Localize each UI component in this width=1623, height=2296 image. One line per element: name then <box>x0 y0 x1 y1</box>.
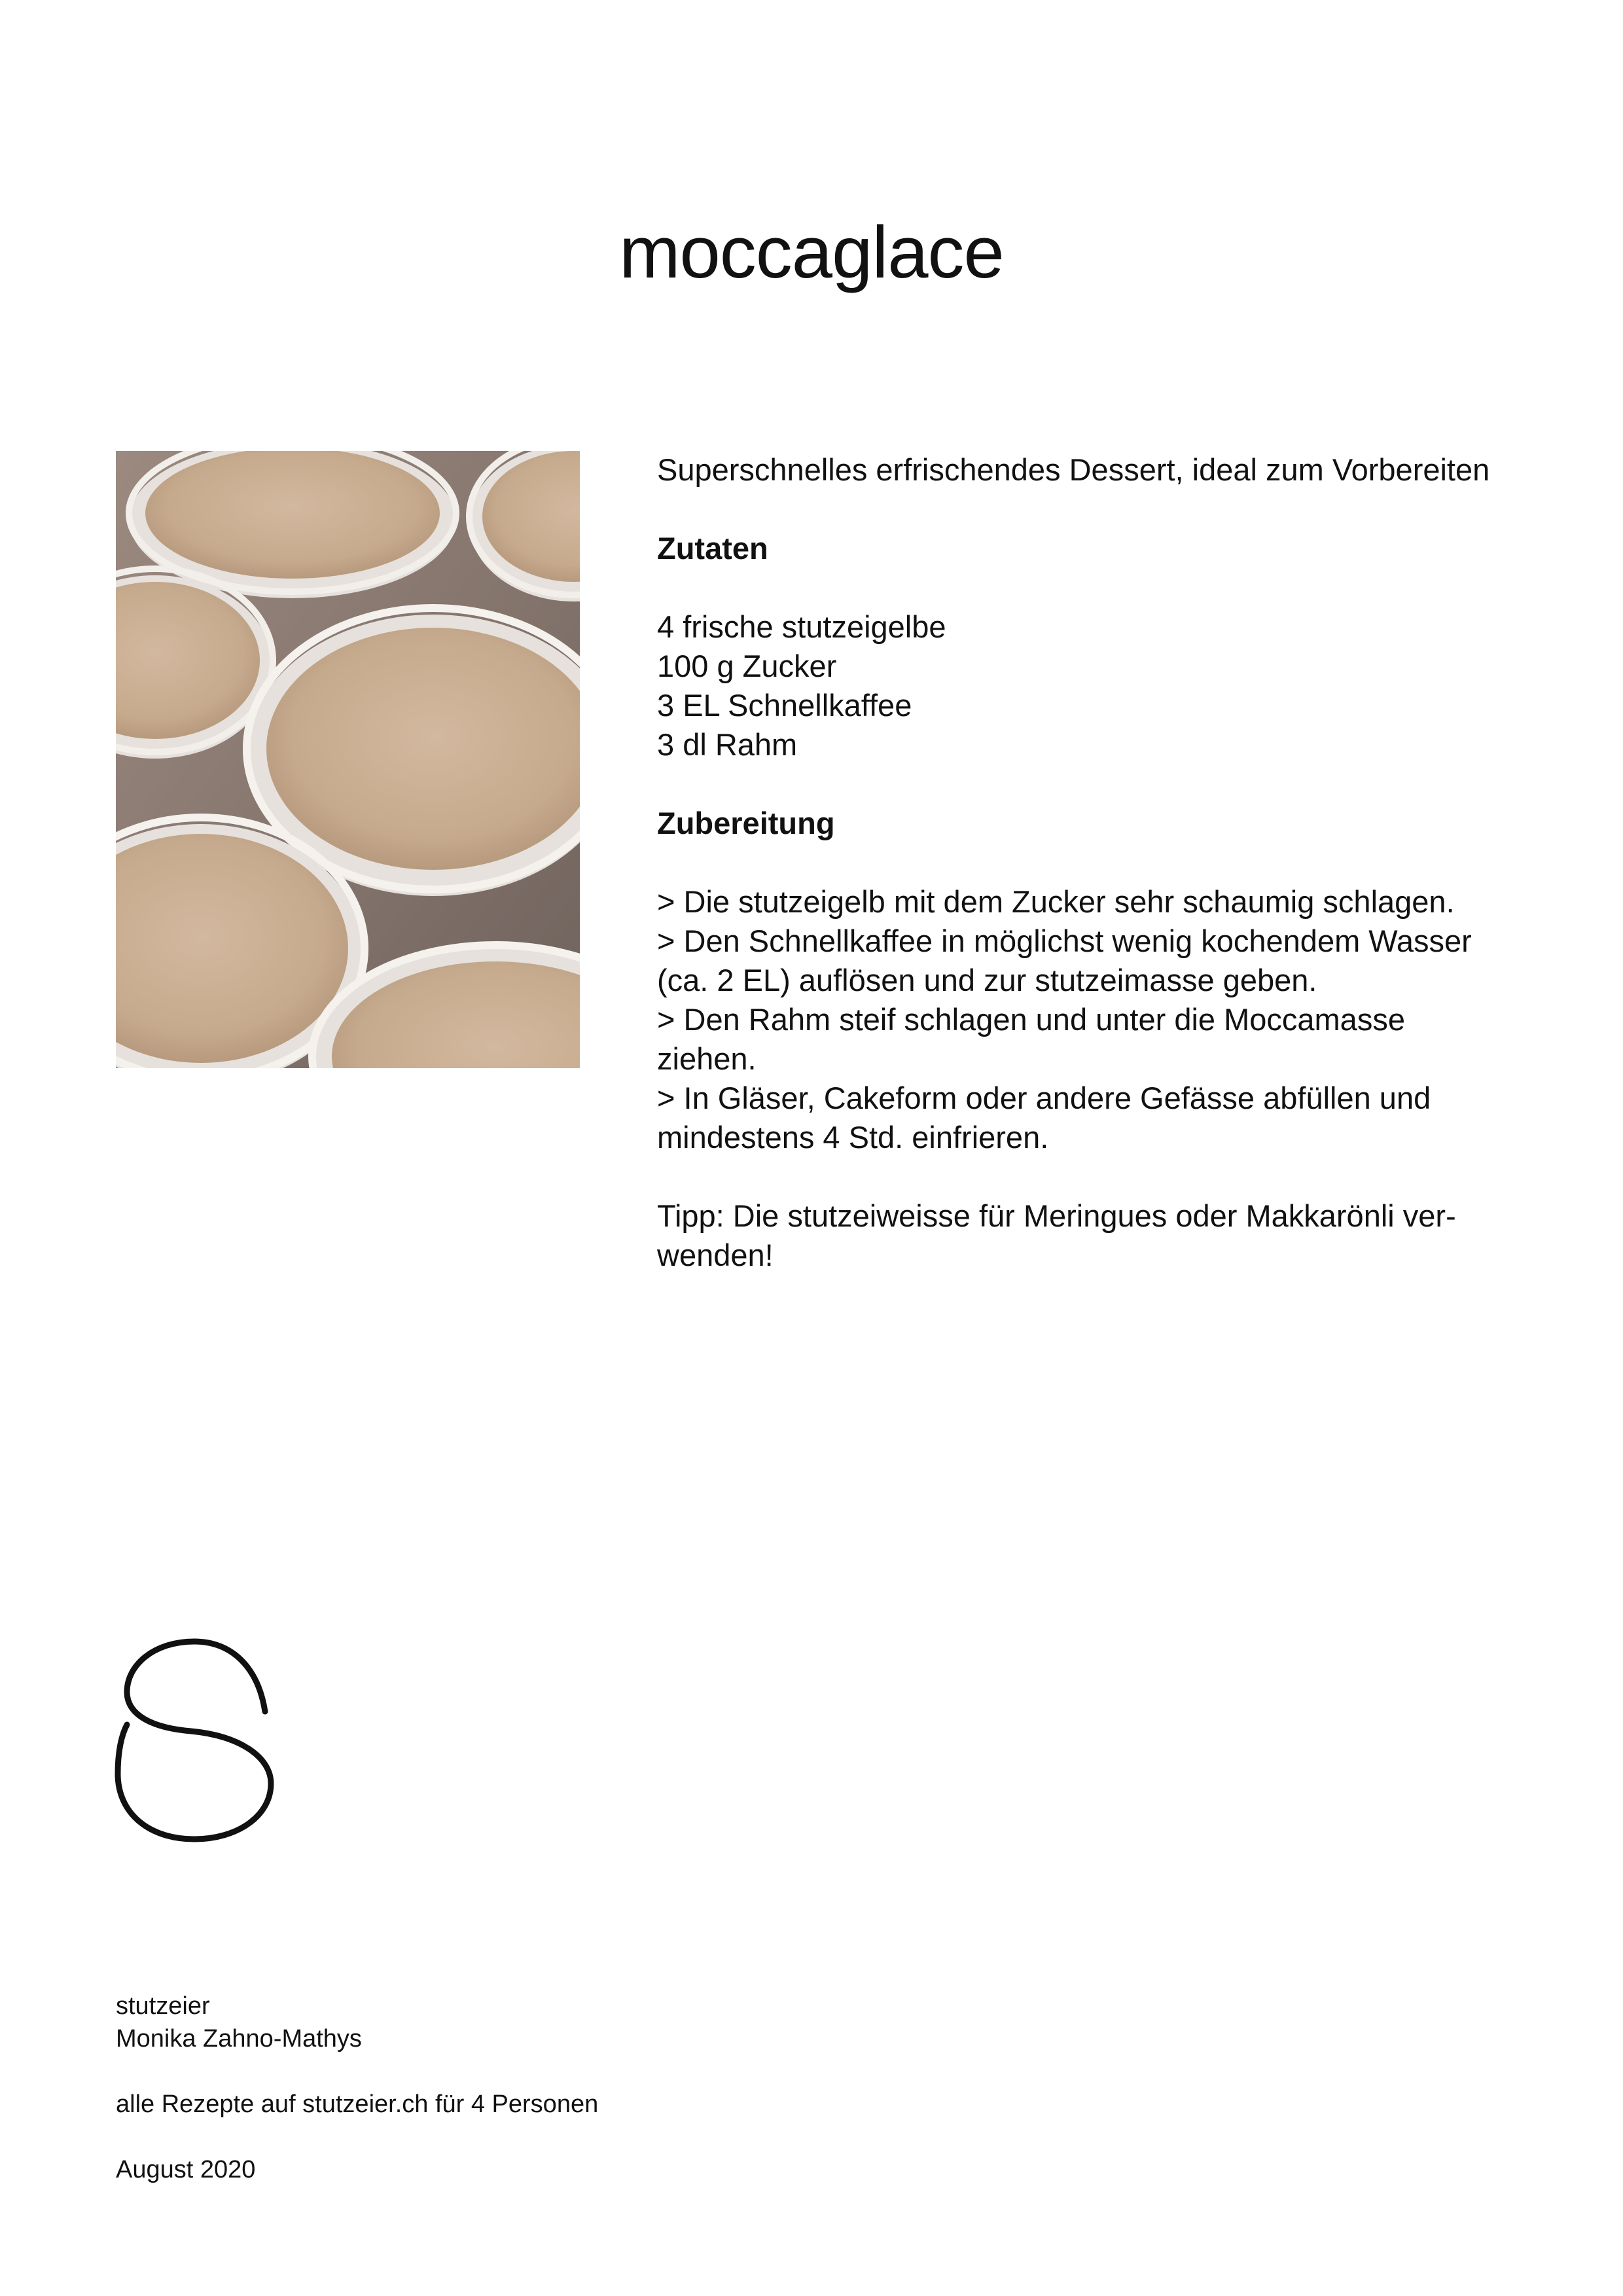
recipe-content <box>657 450 1560 1275</box>
footer-brand: stutzeier <box>116 1992 210 2020</box>
footer-date: August 2020 <box>116 2156 256 2183</box>
preparation-line: ziehen. <box>657 1041 757 1076</box>
stutzeier-logo <box>113 1636 276 1846</box>
footer <box>116 1990 598 2186</box>
ingredient-item: 3 dl Rahm <box>657 727 798 762</box>
ingredient-item: 100 g Zucker <box>657 649 837 683</box>
page-title: moccaglace <box>619 211 1004 293</box>
ingredients-heading: Zutaten <box>657 531 768 565</box>
preparation-line: > Den Rahm steif schlagen und unter die Moccamasse <box>657 1002 1405 1037</box>
footer-author: Monika Zahno-Mathys <box>116 2025 362 2053</box>
preparation-line: mindestens 4 Std. einfrieren. <box>657 1120 1049 1155</box>
ingredient-item: 3 EL Schnellkaffee <box>657 688 912 723</box>
preparation-line: > Den Schnellkaffee in möglichst wenig kochendem Wasser <box>657 924 1472 958</box>
dessert-photo <box>116 451 580 1068</box>
preparation-heading: Zubereitung <box>657 806 835 840</box>
preparation-line: > Die stutzeigelb mit dem Zucker sehr schaumig schlagen. <box>657 884 1455 919</box>
ingredient-item: 4 frische stutzeigelbe <box>657 609 946 644</box>
preparation-line: (ca. 2 EL) auflösen und zur stutzeimasse geben. <box>657 963 1317 997</box>
preparation-line: > In Gläser, Cakeform oder andere Gefässe abfüllen und <box>657 1081 1431 1115</box>
tip-line: wenden! <box>657 1238 774 1272</box>
tip-line: Tipp: Die stutzeiweisse für Meringues oder Makkarönli ver- <box>657 1198 1456 1233</box>
dessert-glasses-photo-icon <box>116 451 580 1068</box>
recipe-intro: Superschnelles erfrischendes Dessert, ideal zum Vorbereiten <box>657 452 1490 487</box>
stutzeier-s-logo-icon <box>113 1636 276 1846</box>
footer-note: alle Rezepte auf stutzeier.ch für 4 Personen <box>116 2090 599 2118</box>
